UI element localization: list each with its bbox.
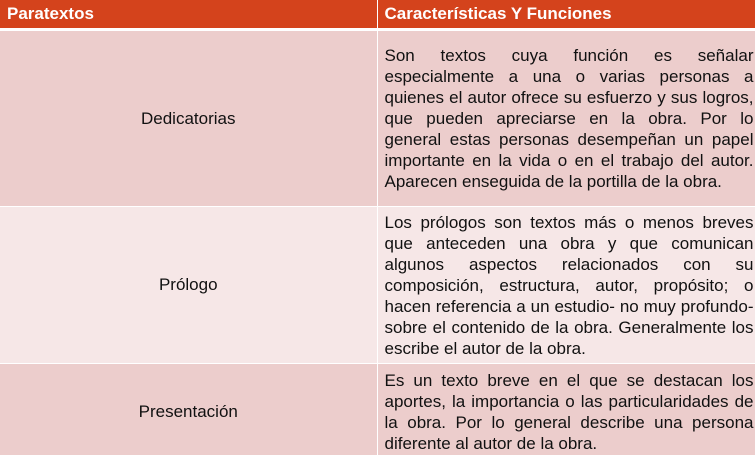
table-header-row bbox=[0, 0, 755, 30]
table-row bbox=[0, 364, 755, 455]
row-name-presentacion: Presentación bbox=[0, 364, 377, 455]
row-description-dedicatorias: Son textos cuya función es señalar especialmente a una o varias personas a quienes el autor ofrece su esfuerzo y sus logros, que pueden apreciarse en la obra. Por lo general estas personas desempeñan un papel importante en la vida o en el trabajo del autor. Aparecen enseguida de la portilla de la obra. bbox=[377, 30, 755, 207]
row-name-prologo: Prólogo bbox=[0, 207, 377, 364]
table-row bbox=[0, 207, 755, 364]
row-description-presentacion: Es un texto breve en el que se destacan los aportes, la importancia o las particularidades de la obra. Por lo general describe una persona diferente al autor de la obra. bbox=[377, 364, 755, 455]
table-row bbox=[0, 30, 755, 207]
row-description-prologo: Los prólogos son textos más o menos breves que anteceden una obra y que comunican algunos aspectos relacionados con su composición, estructura, autor, propósito; o hacen referencia a un estudio- no muy profundo- sobre el contenido de la obra. Generalmente los escribe el autor de la obra. bbox=[377, 207, 755, 364]
row-name-dedicatorias: Dedicatorias bbox=[0, 30, 377, 207]
header-paratextos: Paratextos bbox=[0, 0, 377, 30]
header-caracteristicas-funciones: Características Y Funciones bbox=[377, 0, 755, 30]
